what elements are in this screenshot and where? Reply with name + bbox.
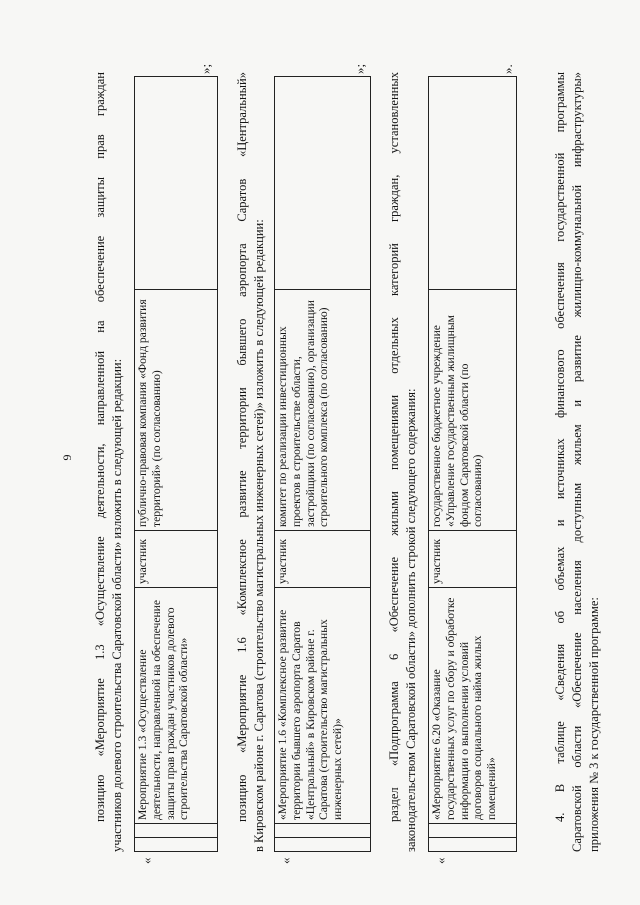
executor-cell: государственное бюджетное учреждение «Управление государственным жилищным фондом Саратовской области (по согласованию) — [429, 290, 517, 531]
paragraph-line: Саратовской области «Обеспечение населения доступным жильем и развитие жилищно-коммунальной инфраструктуры» — [570, 72, 584, 852]
paragraph-line: приложения № 3 к государственной программе: — [587, 597, 601, 852]
empty-cell — [429, 838, 517, 852]
measure-cell: «Мероприятие 6.20 «Оказание государственных услуг по сбору и обработке информации о выполнении условий договоров социального найма жилых помещений» — [429, 588, 517, 824]
paragraph-section-4 — [552, 72, 603, 852]
rotated-document-sheet — [90, 63, 610, 864]
quote-close: »; — [198, 63, 213, 74]
executor-cell: публично-правовая компания «Фонд развития территорий» (по согласованию) — [135, 290, 218, 531]
paragraph-measure-1-3 — [92, 72, 126, 852]
table-row — [429, 77, 517, 852]
quote-close: »; — [352, 63, 367, 74]
empty-cell — [135, 824, 218, 838]
table-measure-1-6 — [274, 76, 371, 852]
table-row — [275, 77, 371, 852]
page-number: 9 — [60, 454, 74, 461]
paragraph-line: законодательством Саратовской области» дополнить строкой следующего содержания: — [404, 388, 418, 852]
quote-close-final: ». — [500, 64, 515, 74]
paragraph-line: в Кировском районе г. Саратова (строительство магистральных инженерных сетей)» изложить в следующей редакции: — [252, 219, 266, 852]
empty-cell — [275, 77, 371, 290]
quote-open: « — [278, 857, 293, 864]
empty-cell — [135, 77, 218, 290]
paragraph-measure-1-6 — [234, 72, 268, 852]
empty-cell — [135, 838, 218, 852]
role-cell: участник — [429, 531, 517, 588]
empty-cell — [275, 838, 371, 852]
table-row — [135, 77, 218, 852]
paragraph-line: позицию «Мероприятие 1.6 «Комплексное развитие территории бывшего аэропорта Саратов «Центральный» — [235, 72, 249, 822]
quote-open: « — [433, 857, 448, 864]
role-cell: участник — [275, 531, 371, 588]
paragraph-line: участников долевого строительства Саратовской области» изложить в следующей редакции: — [110, 358, 124, 852]
table-measure-6-20 — [428, 76, 517, 852]
measure-cell: Мероприятие 1.3 «Осуществление деятельности, направленной на обеспечение защиты прав граждан участников долевого строительства Саратовской области» — [135, 588, 218, 824]
quote-open: « — [139, 857, 154, 864]
executor-cell: комитет по реализации инвестиционных проектов в строительстве области, застройщики (по согласованию), организации строительного комплекса (по согласованию) — [275, 290, 371, 531]
paragraph-line: 4. В таблице «Сведения об объемах и источниках финансового обеспечения государственной программы — [553, 72, 567, 822]
empty-cell — [429, 77, 517, 290]
table-measure-1-3 — [134, 76, 218, 852]
empty-cell — [429, 824, 517, 838]
empty-cell — [275, 824, 371, 838]
paragraph-line: позицию «Мероприятие 1.3 «Осуществление деятельности, направленной на обеспечение защиты прав граждан — [93, 72, 107, 822]
role-cell: участник — [135, 531, 218, 588]
paragraph-line: раздел «Подпрограмма 6 «Обеспечение жилыми помещениями отдельных категорий граждан, установленных — [387, 72, 401, 822]
paragraph-subprogram-6 — [386, 72, 420, 852]
measure-cell: «Мероприятие 1.6 «Комплексное развитие территории бывшего аэропорта Саратов «Центральный» в Кировском районе г. Саратова (строительство магистральных инженерных сетей)» — [275, 588, 371, 824]
